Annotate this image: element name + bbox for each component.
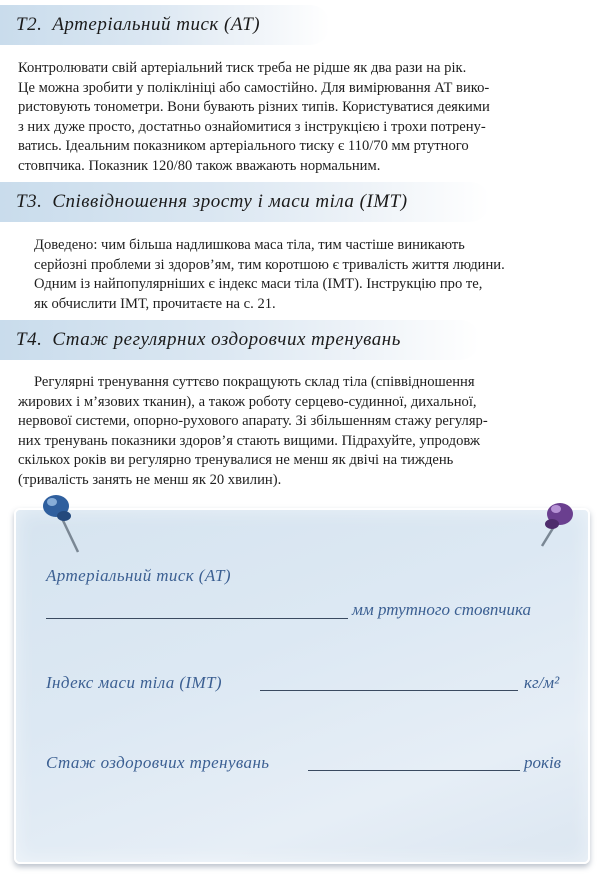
bmi-unit: кг/м² [524, 673, 560, 692]
text-line: Це можна зробити у поліклініці або самостійно. Для вимірювання АТ вико- [18, 79, 490, 96]
section-text-t2 [18, 59, 584, 176]
text-line: нервової системи, опорно-рухового апарату. Зі збільшенням стажу регуляр- [18, 413, 488, 429]
text-line: (тривалість занять не менш як 20 хвилин). [18, 471, 282, 488]
training-input-line[interactable] [308, 770, 520, 771]
bp-input-line[interactable] [46, 618, 348, 619]
bp-unit: мм ртутного стовпчика [352, 600, 532, 619]
section-title: Артеріальний тиск (АТ) [52, 14, 261, 35]
bmi-label: Індекс маси тіла (ІМТ) [46, 673, 222, 692]
text-line: Одним із найпопулярніших є індекс маси тіла (ІМТ). Інструкцію про те, [34, 276, 483, 292]
self-assessment-card [14, 508, 590, 864]
section-text-t3 [34, 236, 584, 314]
section-heading-t3 [0, 182, 490, 222]
bp-label: Артеріальний тиск (АТ) [46, 566, 231, 585]
text-line: стовпчика. Показник 120/80 також вважають нормальним. [18, 157, 381, 174]
text-line: серйозні проблеми зі здоров’ям, тим коротшою є тривалість життя людини. [34, 256, 505, 273]
text-line: скількох років ви регулярно тренувалися не менш як двічі на тиждень [18, 452, 454, 468]
purple-pushpin-icon [528, 496, 588, 556]
section-heading-t2 [0, 5, 330, 45]
training-unit: років [524, 753, 562, 772]
text-line: ристовують тонометри. Вони бувають різних типів. Користуватися деякими [18, 99, 490, 115]
text-line: Контролювати свій артеріальний тиск треба не рідше як два рази на рік. [18, 60, 467, 76]
section-text-t4 [18, 373, 584, 490]
text-line: Доведено: чим більша надлишкова маса тіла, тим частіше виникають [34, 237, 465, 253]
text-line: них тренувань показники здоров’я стають вищими. Підрахуйте, упродовж [18, 432, 480, 449]
section-heading-t4 [0, 320, 480, 360]
training-label: Стаж оздоровчих тренувань [46, 753, 270, 772]
text-line: як обчислити ІМТ, прочитаєте на с. 21. [34, 295, 276, 312]
text-line: з них дуже просто, достатньо ознайомитися з інструкцією і трохи потрену- [18, 118, 486, 135]
section-title: Співвідношення зросту і маси тіла (ІМТ) [52, 191, 408, 212]
text-line: Регулярні тренування суттєво покращують склад тіла (співвідношення [34, 374, 475, 390]
section-number: Т2. [16, 14, 43, 35]
bmi-input-line[interactable] [260, 690, 518, 691]
text-line: ватись. Ідеальним показником артеріального тиску є 110/70 мм ртутного [18, 138, 469, 154]
section-number: Т3. [16, 191, 43, 212]
section-number: Т4. [16, 329, 43, 350]
section-title: Стаж регулярних оздоровчих тренувань [52, 329, 401, 350]
blue-pushpin-icon [36, 490, 96, 560]
text-line: жирових і м’язових тканин), а також роботу серцево-судинної, дихальної, [18, 393, 477, 410]
